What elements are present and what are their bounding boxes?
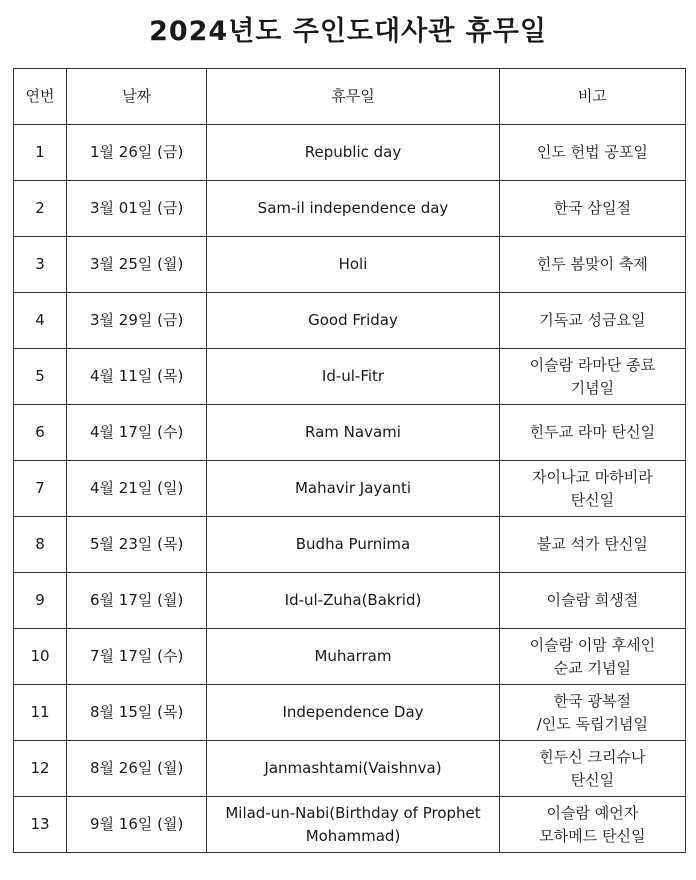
table-row xyxy=(14,125,686,181)
row-note: 이슬람 라마단 종료 기념일 xyxy=(499,349,685,405)
table-row xyxy=(14,181,686,237)
table-row xyxy=(14,517,686,573)
row-note: 이슬람 예언자 모하메드 탄신일 xyxy=(499,797,685,853)
row-no: 5 xyxy=(14,349,67,405)
row-date: 5월 23일 (목) xyxy=(67,517,207,573)
row-no: 8 xyxy=(14,517,67,573)
row-holiday: Id-ul-Zuha(Bakrid) xyxy=(207,573,499,629)
row-date: 6월 17일 (월) xyxy=(67,573,207,629)
table-row xyxy=(14,405,686,461)
row-note: 한국 삼일절 xyxy=(499,181,685,237)
row-date: 4월 21일 (일) xyxy=(67,461,207,517)
table-row xyxy=(14,349,686,405)
row-note: 인도 헌법 공포일 xyxy=(499,125,685,181)
row-date: 3월 01일 (금) xyxy=(67,181,207,237)
row-date: 9월 16일 (월) xyxy=(67,797,207,853)
table-row xyxy=(14,293,686,349)
row-holiday: Good Friday xyxy=(207,293,499,349)
row-note: 기독교 성금요일 xyxy=(499,293,685,349)
row-holiday: Muharram xyxy=(207,629,499,685)
row-no: 11 xyxy=(14,685,67,741)
row-date: 7월 17일 (수) xyxy=(67,629,207,685)
header-date: 날짜 xyxy=(67,69,207,125)
row-holiday: Independence Day xyxy=(207,685,499,741)
table-row xyxy=(14,573,686,629)
row-holiday: Sam-il independence day xyxy=(207,181,499,237)
row-holiday: Holi xyxy=(207,237,499,293)
row-no: 6 xyxy=(14,405,67,461)
row-note: 한국 광복절 /인도 독립기념일 xyxy=(499,685,685,741)
page-title: 2024년도 주인도대사관 휴무일 xyxy=(149,16,547,47)
row-no: 13 xyxy=(14,797,67,853)
row-no: 1 xyxy=(14,125,67,181)
row-note: 힌두신 크리슈나 탄신일 xyxy=(499,741,685,797)
row-date: 3월 29일 (금) xyxy=(67,293,207,349)
row-note: 힌두교 라마 탄신일 xyxy=(499,405,685,461)
row-no: 12 xyxy=(14,741,67,797)
table-row xyxy=(14,741,686,797)
row-holiday: Mahavir Jayanti xyxy=(207,461,499,517)
row-holiday: Ram Navami xyxy=(207,405,499,461)
table-row xyxy=(14,629,686,685)
header-holiday: 휴무일 xyxy=(207,69,499,125)
row-no: 10 xyxy=(14,629,67,685)
row-holiday: Janmashtami(Vaishnva) xyxy=(207,741,499,797)
row-note: 이슬람 희생절 xyxy=(499,573,685,629)
row-date: 3월 25일 (월) xyxy=(67,237,207,293)
table-row xyxy=(14,797,686,853)
table-row xyxy=(14,461,686,517)
header-note: 비고 xyxy=(499,69,685,125)
holiday-table xyxy=(13,68,686,853)
table-row xyxy=(14,237,686,293)
row-no: 9 xyxy=(14,573,67,629)
row-no: 7 xyxy=(14,461,67,517)
row-note: 이슬람 이맘 후세인 순교 기념일 xyxy=(499,629,685,685)
table-header-row xyxy=(14,69,686,125)
row-holiday: Milad-un-Nabi(Birthday of Prophet Mohammad) xyxy=(207,797,499,853)
row-date: 4월 11일 (목) xyxy=(67,349,207,405)
row-note: 힌두 봄맞이 축제 xyxy=(499,237,685,293)
row-note: 불교 석가 탄신일 xyxy=(499,517,685,573)
row-date: 4월 17일 (수) xyxy=(67,405,207,461)
table-row xyxy=(14,685,686,741)
row-no: 3 xyxy=(14,237,67,293)
row-date: 8월 26일 (월) xyxy=(67,741,207,797)
row-no: 2 xyxy=(14,181,67,237)
row-note: 자이나교 마하비라 탄신일 xyxy=(499,461,685,517)
row-holiday: Id-ul-Fitr xyxy=(207,349,499,405)
row-holiday: Republic day xyxy=(207,125,499,181)
header-no: 연번 xyxy=(14,69,67,125)
row-no: 4 xyxy=(14,293,67,349)
row-holiday: Budha Purnima xyxy=(207,517,499,573)
row-date: 1월 26일 (금) xyxy=(67,125,207,181)
row-date: 8월 15일 (목) xyxy=(67,685,207,741)
